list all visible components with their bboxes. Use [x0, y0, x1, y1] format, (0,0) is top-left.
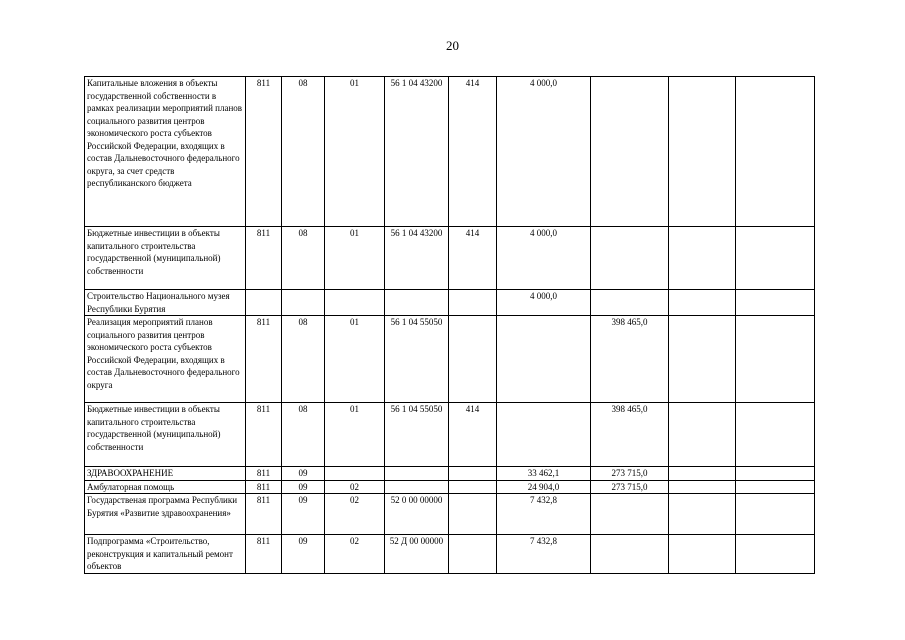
- ministry-code: [246, 290, 282, 316]
- target-article-code: 56 1 04 43200: [385, 77, 449, 227]
- amount-column-4: [736, 403, 815, 467]
- subsection-code: 02: [325, 535, 385, 574]
- amount-column-4: [736, 494, 815, 535]
- subsection-code: 01: [325, 227, 385, 290]
- amount-column-1: 4 000,0: [497, 227, 591, 290]
- budget-item-name: Реализация мероприятий планов социального развития центров экономического роста субъектов Российской Федерации, входящих в состав Дальневосточного федерального округа: [85, 316, 246, 403]
- ministry-code: 811: [246, 77, 282, 227]
- amount-column-4: [736, 467, 815, 481]
- target-article-code: 56 1 04 55050: [385, 403, 449, 467]
- section-code: 08: [282, 403, 325, 467]
- section-code: 08: [282, 77, 325, 227]
- amount-column-1: [497, 403, 591, 467]
- amount-column-2: [591, 77, 669, 227]
- target-article-code: 56 1 04 55050: [385, 316, 449, 403]
- amount-column-4: [736, 77, 815, 227]
- budget-item-name: ЗДРАВООХРАНЕНИЕ: [85, 467, 246, 481]
- expense-type-code: 414: [449, 403, 497, 467]
- amount-column-3: [669, 467, 736, 481]
- amount-column-4: [736, 535, 815, 574]
- amount-column-2: 273 715,0: [591, 467, 669, 481]
- ministry-code: 811: [246, 480, 282, 494]
- budget-table: [84, 76, 815, 574]
- budget-item-name: Амбулаторная помощь: [85, 480, 246, 494]
- budget-item-name: Бюджетные инвестиции в объекты капитального строительства государственной (муниципальной) собственности: [85, 227, 246, 290]
- expense-type-code: [449, 480, 497, 494]
- expense-type-code: [449, 535, 497, 574]
- section-code: 09: [282, 467, 325, 481]
- budget-item-name: Строительство Национального музея Республики Бурятия: [85, 290, 246, 316]
- amount-column-3: [669, 290, 736, 316]
- expense-type-code: [449, 494, 497, 535]
- table-row: [85, 535, 815, 574]
- amount-column-2: 398 465,0: [591, 316, 669, 403]
- subsection-code: 01: [325, 316, 385, 403]
- table-row: [85, 77, 815, 227]
- section-code: 08: [282, 316, 325, 403]
- page-number: 20: [446, 38, 459, 53]
- amount-column-1: [497, 316, 591, 403]
- table-row: [85, 403, 815, 467]
- amount-column-3: [669, 480, 736, 494]
- amount-column-1: 24 904,0: [497, 480, 591, 494]
- amount-column-2: [591, 290, 669, 316]
- table-row: [85, 290, 815, 316]
- ministry-code: 811: [246, 316, 282, 403]
- budget-item-name: Подпрограмма «Строительство, реконструкция и капитальный ремонт объектов: [85, 535, 246, 574]
- amount-column-3: [669, 403, 736, 467]
- amount-column-2: [591, 535, 669, 574]
- section-code: 08: [282, 227, 325, 290]
- amount-column-3: [669, 494, 736, 535]
- amount-column-2: [591, 494, 669, 535]
- table-row: [85, 227, 815, 290]
- ministry-code: 811: [246, 494, 282, 535]
- amount-column-3: [669, 535, 736, 574]
- subsection-code: [325, 467, 385, 481]
- subsection-code: [325, 290, 385, 316]
- expense-type-code: [449, 316, 497, 403]
- expense-type-code: [449, 290, 497, 316]
- amount-column-3: [669, 227, 736, 290]
- budget-item-name: Бюджетные инвестиции в объекты капитального строительства государственной (муниципальной) собственности: [85, 403, 246, 467]
- amount-column-4: [736, 480, 815, 494]
- amount-column-1: 7 432,8: [497, 494, 591, 535]
- target-article-code: 52 Д 00 00000: [385, 535, 449, 574]
- amount-column-1: 7 432,8: [497, 535, 591, 574]
- target-article-code: [385, 480, 449, 494]
- budget-item-name: Государственая программа Республики Бурятия «Развитие здравоохранения»: [85, 494, 246, 535]
- section-code: 09: [282, 535, 325, 574]
- target-article-code: 52 0 00 00000: [385, 494, 449, 535]
- expense-type-code: [449, 467, 497, 481]
- ministry-code: 811: [246, 227, 282, 290]
- subsection-code: 02: [325, 480, 385, 494]
- amount-column-3: [669, 77, 736, 227]
- amount-column-1: 4 000,0: [497, 290, 591, 316]
- amount-column-4: [736, 227, 815, 290]
- section-code: [282, 290, 325, 316]
- table-row: [85, 467, 815, 481]
- table-row: [85, 316, 815, 403]
- table-row: [85, 494, 815, 535]
- expense-type-code: 414: [449, 77, 497, 227]
- amount-column-1: 4 000,0: [497, 77, 591, 227]
- section-code: 09: [282, 480, 325, 494]
- ministry-code: 811: [246, 403, 282, 467]
- subsection-code: 01: [325, 77, 385, 227]
- budget-item-name: Капитальные вложения в объекты государственной собственности в рамках реализации мероприятий планов социального развития центров экономического роста субъектов Российской Федерации, входящих в состав Дальневосточного федерального округа, за счет средств республиканского бюджета: [85, 77, 246, 227]
- amount-column-2: [591, 227, 669, 290]
- amount-column-3: [669, 316, 736, 403]
- amount-column-4: [736, 316, 815, 403]
- section-code: 09: [282, 494, 325, 535]
- amount-column-4: [736, 290, 815, 316]
- ministry-code: 811: [246, 535, 282, 574]
- subsection-code: 02: [325, 494, 385, 535]
- subsection-code: 01: [325, 403, 385, 467]
- amount-column-2: 398 465,0: [591, 403, 669, 467]
- table-body: [85, 77, 815, 574]
- target-article-code: 56 1 04 43200: [385, 227, 449, 290]
- ministry-code: 811: [246, 467, 282, 481]
- expense-type-code: 414: [449, 227, 497, 290]
- table-row: [85, 480, 815, 494]
- amount-column-1: 33 462,1: [497, 467, 591, 481]
- target-article-code: [385, 290, 449, 316]
- target-article-code: [385, 467, 449, 481]
- amount-column-2: 273 715,0: [591, 480, 669, 494]
